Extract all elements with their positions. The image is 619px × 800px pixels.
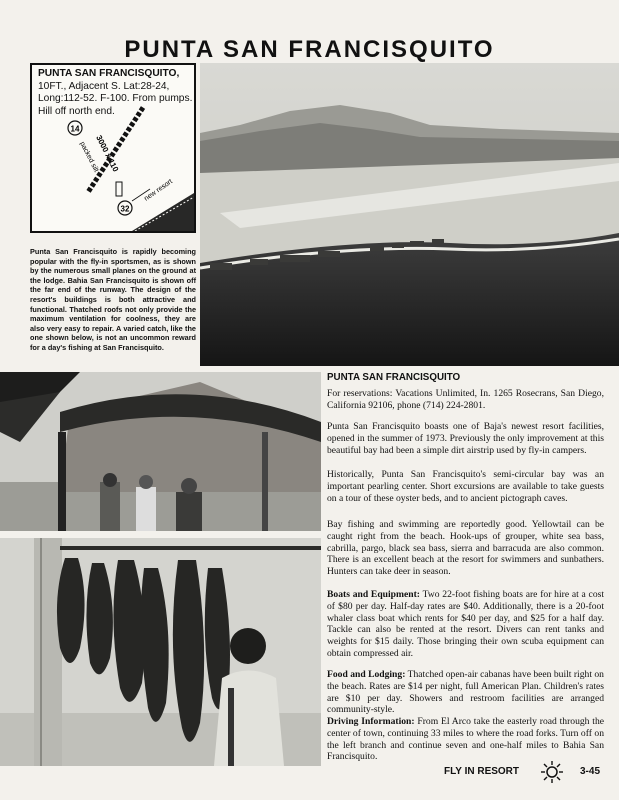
aerial-photo-art <box>200 63 619 366</box>
reservations-paragraph <box>327 388 604 412</box>
food-text: Thatched open-air cabanas have been built right on the beach. Rates are $14 per night, full American Plan. Children's rates are $10 per day. Showers and restroom facilities are arranged community-style. <box>327 669 604 716</box>
intro-text: Punta San Francisquito boasts one of Baja's newest resort facilities, opened in the summer of 1973. Previously the only improvement at this beautiful bay had been a simple dirt airstrip used by fly-in campers. <box>327 421 604 456</box>
boats-label: Boats and Equipment: <box>327 589 420 600</box>
driving-text: From El Arco take the easterly road through the center of town, continuing 33 miles to where the road forks. Turn off on the left branch and continue seven and one-half miles to Bahia San Francisquito. <box>327 716 605 763</box>
food-label: Food and Lodging: <box>327 669 406 680</box>
hill-shape <box>132 193 194 231</box>
airstrip-info-box <box>30 63 196 233</box>
cabana-photo <box>0 372 321 531</box>
resort-label: new resort <box>143 178 174 203</box>
history-paragraph <box>327 469 604 504</box>
page-title: PUNTA SAN FRANCISQUITO <box>124 36 495 63</box>
runway-32-label: 32 <box>120 204 130 214</box>
surface-label: packed silt <box>78 140 100 174</box>
airstrip-map <box>32 65 194 231</box>
boats-text: Two 22-foot fishing boats are for hire at a cost of $80 per day. Half-day rates are $40. Additionally, there is a 20-foot whaler class boat which rents for $40 per day, and $25 for a half day. Tackle can also be rented at the resort. Divers can rent tanks and weights for $15 daily. Those bringing their own scuba equipment can obtain compressed air. <box>327 589 605 659</box>
cabana-photo-art <box>0 372 321 531</box>
fish-catch-photo-art <box>0 538 321 766</box>
driving-paragraph <box>327 716 604 763</box>
intro-paragraph <box>327 421 604 456</box>
fishing-text: Bay fishing and swimming are reportedly good. Yellowtail can be caught right from the beach. Hook-ups of grouper, white sea bass, cabrilla, pargo, black sea bass, sierra and barracuda are also common. There is an excellent beach at the resort for swimmers and sunbathers. Hunters can take deer in season. <box>327 519 604 578</box>
sun-icon <box>540 760 564 784</box>
fishing-paragraph <box>327 519 604 578</box>
reservations-text: For reservations: Vacations Unlimited, In. 1265 Rosecrans, San Diego, California 92106, phone (714) 224-2801. <box>327 388 604 411</box>
fish-catch-photo <box>0 538 321 766</box>
driving-label: Driving Information: <box>327 716 415 727</box>
footer-label: FLY IN RESORT <box>444 766 520 777</box>
history-text: Historically, Punta San Francisquito's semi-circular bay was an important pearling center. Short excursions are available to take guests on a tour of these oyster beds, and to ancient pictograph caves. <box>327 469 604 504</box>
page-number: 3-45 <box>580 766 601 777</box>
boats-paragraph <box>327 589 604 660</box>
photo-caption: Punta San Francisquito is rapidly becoming popular with the fly-in sportsmen, as is shown by the numerous small planes on the ground at the lodge. Bahia San Francisquito is shown off the far end of the runway. The design of the resort's buildings is both attractive and functional. Thatched roofs not only provide the maximum ventilation for coolness, they are also very easy to repair. A varied catch, like the one shown below, is not an uncommon reward for a day's fishing at San Francisquito. <box>30 247 196 352</box>
airstrip-details: 10FT., Adjacent S. Lat:28-24, Long:112-52. F-100. From pumps. Hill off north end. <box>38 80 193 117</box>
runway-size-label: 3000 x 110 <box>94 133 121 174</box>
runway-14-label: 14 <box>70 124 80 134</box>
aerial-photo <box>200 63 619 366</box>
airstrip-name: PUNTA SAN FRANCISQUITO, <box>38 68 180 79</box>
resort-building-marker <box>116 182 122 196</box>
article-heading: PUNTA SAN FRANCISQUITO <box>327 372 461 383</box>
food-paragraph <box>327 669 604 716</box>
